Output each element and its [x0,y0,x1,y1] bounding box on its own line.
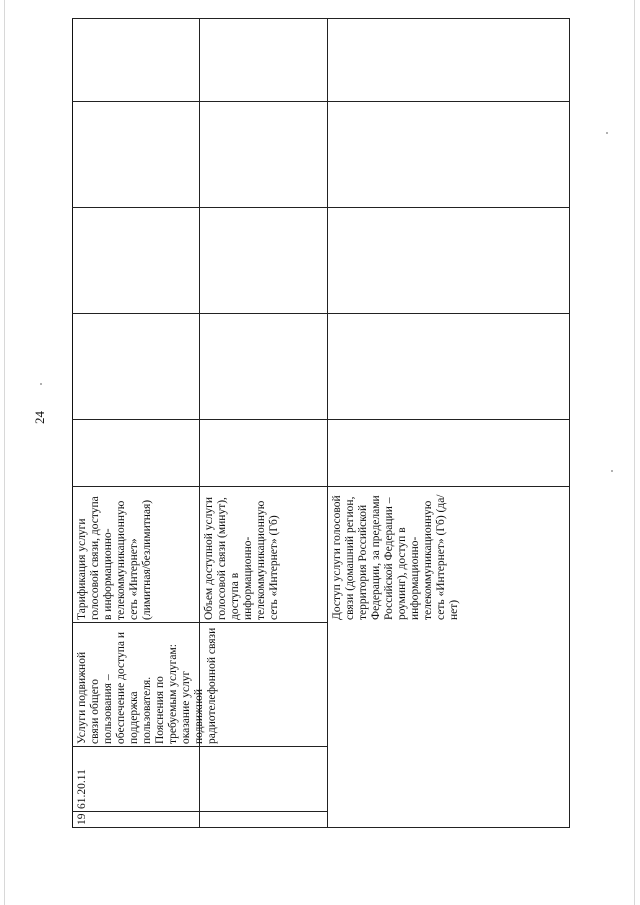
okpd-code: 61.20.11 [76,769,88,809]
row-number: 19 [76,813,88,825]
service-name: Услуги подвижной связи общего пользования – обеспечение доступа и поддержка пользователя. Пояснения по требуемым услугам: оказание услуг подвижной радиотелефонной связи [76,627,218,744]
scan-speck [606,132,608,134]
scan-speck [40,383,42,385]
scan-edge-right [634,0,635,905]
characteristic-volume: Объем доступной услуги голосовой связи (минут), доступа в информационно-телекоммуникационную сеть «Интернет» (Гб) [203,497,280,620]
page-number-text: 24 [32,411,47,424]
scan-edge-left [4,0,5,905]
characteristic-tariffing: Тарификация услуги голосовой связи, доступа в информационно-телекоммуникационную сеть «Интернет» (лимитная/безлимитная) [76,496,153,620]
scan-speck [611,470,613,472]
characteristic-access: Доступ услуги голосовой связи (домашний регион, территория Российской Федерации, за пределами Российской Федерации – роуминг), доступ в информационно-телекоммуникационную сеть «Интернет» (Гб) (да/нет) [331,494,460,620]
specification-table [72,18,569,828]
